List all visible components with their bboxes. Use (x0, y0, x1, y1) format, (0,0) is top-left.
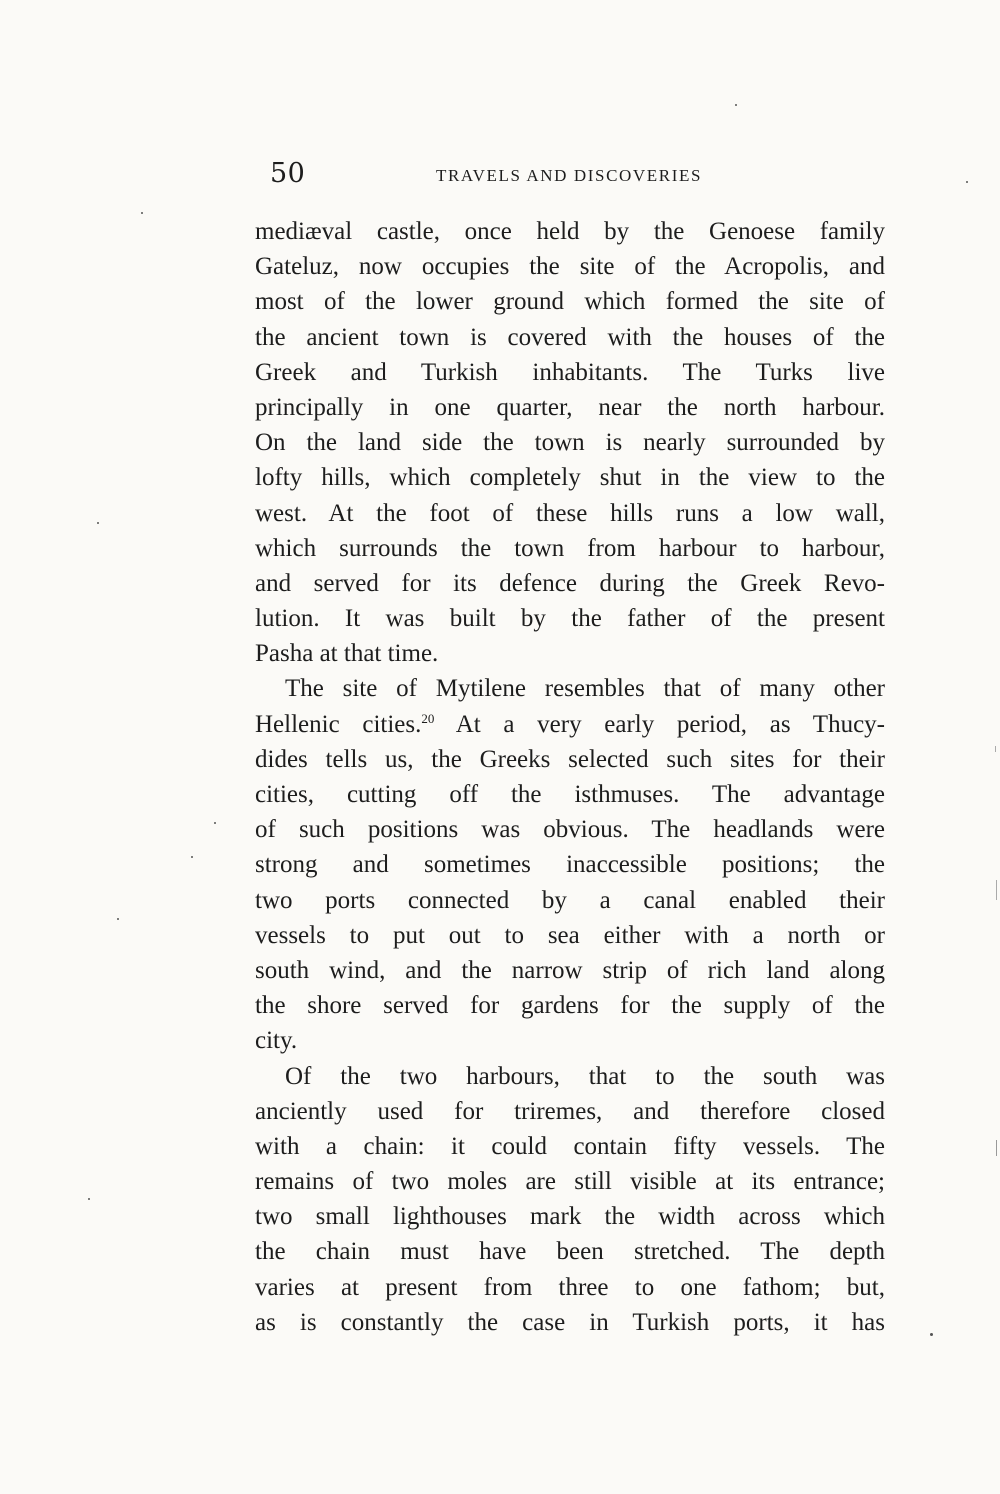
paper-speck (996, 880, 997, 900)
text-line: the ancient town is covered with the houses of the (255, 323, 885, 351)
text-line: south wind, and the narrow strip of rich land along (255, 956, 885, 984)
text-line: On the land side the town is nearly surrounded by (255, 429, 885, 457)
text-line: Of the two harbours, that to the south was (285, 1062, 885, 1090)
text-line: of such positions was obvious. The headlands were (255, 816, 885, 844)
text-line: with a chain: it could contain fifty vessels. The (255, 1132, 885, 1160)
text-line: strong and sometimes inaccessible positions; the (255, 851, 885, 879)
paper-speck (995, 746, 996, 752)
running-head-title: TRAVELS AND DISCOVERIES (436, 166, 703, 185)
text-line: The site of Mytilene resembles that of many other (285, 675, 885, 703)
text-line-with-footnote (255, 707, 885, 742)
text-line: Pasha at that time. (255, 640, 439, 668)
text-line: as is constantly the case in Turkish ports, it has (255, 1308, 885, 1336)
text-line: west. At the foot of these hills runs a low wall, (255, 499, 885, 527)
text-line: principally in one quarter, near the north harbour. (255, 393, 885, 421)
paper-speck (214, 822, 216, 824)
paper-speck (88, 1198, 90, 1200)
footnote-reference: 20 (421, 710, 435, 726)
paper-speck (97, 522, 99, 524)
text-line: most of the lower ground which formed the site of (255, 288, 885, 316)
text-line: which surrounds the town from harbour to harbour, (255, 534, 885, 562)
text-line: cities, cutting off the isthmuses. The advantage (255, 781, 885, 808)
text-fragment: At a very early period, as Thucy- (434, 710, 885, 738)
text-line: mediæval castle, once held by the Genoese family (255, 218, 885, 245)
text-line: varies at present from three to one fathom; but, (255, 1273, 885, 1301)
text-line: the chain must have been stretched. The depth (255, 1238, 885, 1266)
paragraph-1 (255, 214, 885, 671)
paper-speck (966, 181, 968, 183)
paragraph-3 (255, 1059, 885, 1341)
paper-speck (996, 1140, 997, 1156)
text-line: remains of two moles are still visible at its entrance; (255, 1168, 885, 1196)
text-line: two small lighthouses mark the width across which (255, 1203, 885, 1231)
page-number: 50 (270, 158, 306, 189)
paper-speck (930, 1333, 933, 1336)
text-line: city. (255, 1027, 298, 1055)
running-head (258, 158, 878, 198)
paper-speck (117, 918, 119, 920)
text-line: two ports connected by a canal enabled their (255, 886, 885, 914)
text-line: Gateluz, now occupies the site of the Acropolis, and (255, 253, 885, 281)
text-line: vessels to put out to sea either with a north or (255, 921, 885, 949)
text-line: dides tells us, the Greeks selected such sites for their (255, 745, 885, 773)
paper-speck (191, 856, 193, 858)
paragraph-2 (255, 671, 885, 1058)
text-fragment: Hellenic cities. (255, 710, 422, 738)
paper-speck (735, 104, 737, 106)
text-line: and served for its defence during the Greek Revo- (255, 569, 885, 597)
paper-speck (141, 212, 143, 214)
text-line: anciently used for triremes, and therefore closed (255, 1097, 885, 1125)
text-line: lution. It was built by the father of the present (255, 605, 885, 633)
text-line: lofty hills, which completely shut in the view to the (255, 464, 885, 492)
text-line: Greek and Turkish inhabitants. The Turks live (255, 358, 885, 386)
text-line: the shore served for gardens for the supply of the (255, 992, 885, 1020)
body-text (255, 214, 885, 1340)
